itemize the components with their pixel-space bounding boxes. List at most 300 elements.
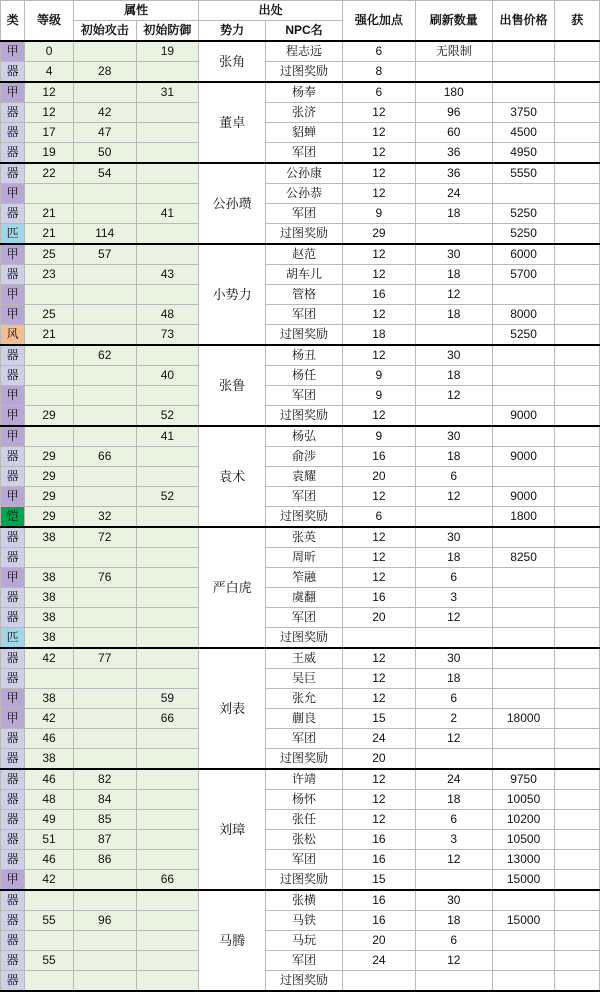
cell-refresh: 6: [415, 467, 492, 487]
cell-type: [1, 648, 25, 669]
cell-level: [25, 971, 74, 992]
cell-price: [492, 345, 555, 366]
cell-type: [1, 911, 25, 931]
table-row: [1, 82, 600, 103]
table-row: [1, 447, 600, 467]
cell-atk: [73, 669, 136, 689]
cell-gain: [555, 82, 600, 103]
cell-atk: 87: [73, 830, 136, 850]
cell-npc: 军团: [266, 729, 343, 749]
cell-level: 19: [25, 143, 74, 164]
type-chip: 甲: [1, 689, 24, 708]
cell-npc: 军团: [266, 608, 343, 628]
header-faction: 势力: [199, 21, 266, 42]
cell-price: [492, 82, 555, 103]
cell-atk: [73, 931, 136, 951]
cell-def: [136, 568, 199, 588]
cell-price: 9000: [492, 406, 555, 427]
table-row: [1, 588, 600, 608]
cell-atk: 84: [73, 790, 136, 810]
cell-level: 55: [25, 951, 74, 971]
table-row: [1, 345, 600, 366]
type-chip: 器: [1, 669, 24, 688]
cell-refresh: 18: [415, 548, 492, 568]
type-chip: 甲: [1, 245, 24, 264]
cell-type: [1, 850, 25, 870]
cell-buff: 9: [342, 426, 415, 447]
cell-level: 38: [25, 608, 74, 628]
cell-type: [1, 689, 25, 709]
cell-atk: [73, 285, 136, 305]
cell-npc: 张横: [266, 890, 343, 911]
cell-buff: [342, 971, 415, 992]
cell-faction: 刘璋: [199, 769, 266, 890]
cell-atk: [73, 709, 136, 729]
cell-level: 25: [25, 244, 74, 265]
cell-atk: [73, 608, 136, 628]
cell-level: [25, 285, 74, 305]
type-chip: 甲: [1, 427, 24, 446]
cell-def: 40: [136, 366, 199, 386]
cell-level: 42: [25, 648, 74, 669]
cell-npc: 过图奖励: [266, 628, 343, 649]
cell-price: [492, 184, 555, 204]
cell-npc: 程志远: [266, 41, 343, 62]
type-chip: 铠: [1, 507, 24, 526]
cell-gain: [555, 366, 600, 386]
cell-refresh: 96: [415, 103, 492, 123]
cell-gain: [555, 790, 600, 810]
cell-atk: [73, 82, 136, 103]
cell-level: 29: [25, 467, 74, 487]
cell-refresh: 30: [415, 244, 492, 265]
cell-price: 5550: [492, 163, 555, 184]
cell-npc: 张允: [266, 689, 343, 709]
table-row: [1, 406, 600, 427]
cell-gain: [555, 890, 600, 911]
cell-gain: [555, 41, 600, 62]
table-row: [1, 285, 600, 305]
cell-gain: [555, 305, 600, 325]
cell-def: 52: [136, 406, 199, 427]
cell-price: [492, 951, 555, 971]
cell-faction: 公孙瓒: [199, 163, 266, 244]
table-row: [1, 265, 600, 285]
cell-price: [492, 467, 555, 487]
cell-gain: [555, 850, 600, 870]
cell-gain: [555, 769, 600, 790]
table-row: [1, 931, 600, 951]
header-def: 初始防御: [136, 21, 199, 42]
cell-buff: 16: [342, 850, 415, 870]
cell-buff: 12: [342, 244, 415, 265]
table-row: [1, 709, 600, 729]
cell-npc: 王威: [266, 648, 343, 669]
cell-refresh: [415, 628, 492, 649]
table-row: [1, 224, 600, 245]
cell-level: 38: [25, 628, 74, 649]
cell-level: 22: [25, 163, 74, 184]
type-chip: 甲: [1, 487, 24, 506]
header-buff: 强化加点: [342, 1, 415, 42]
cell-type: [1, 588, 25, 608]
cell-buff: 12: [342, 810, 415, 830]
cell-npc: 过图奖励: [266, 406, 343, 427]
cell-npc: 过图奖励: [266, 971, 343, 992]
cell-npc: 许靖: [266, 769, 343, 790]
cell-atk: 50: [73, 143, 136, 164]
cell-npc: 过图奖励: [266, 224, 343, 245]
cell-def: [136, 608, 199, 628]
cell-gain: [555, 467, 600, 487]
cell-price: 1800: [492, 507, 555, 528]
cell-gain: [555, 184, 600, 204]
cell-type: [1, 265, 25, 285]
cell-level: 29: [25, 487, 74, 507]
cell-level: [25, 345, 74, 366]
cell-atk: [73, 184, 136, 204]
cell-buff: 12: [342, 406, 415, 427]
cell-refresh: [415, 971, 492, 992]
cell-npc: 军团: [266, 204, 343, 224]
cell-type: [1, 41, 25, 62]
cell-atk: [73, 588, 136, 608]
cell-def: [136, 951, 199, 971]
cell-price: 9750: [492, 769, 555, 790]
cell-def: [136, 123, 199, 143]
cell-gain: [555, 568, 600, 588]
cell-price: [492, 890, 555, 911]
cell-buff: 12: [342, 345, 415, 366]
cell-npc: 公孙康: [266, 163, 343, 184]
cell-type: [1, 769, 25, 790]
cell-atk: 57: [73, 244, 136, 265]
cell-refresh: [415, 224, 492, 245]
cell-price: [492, 62, 555, 83]
cell-refresh: 60: [415, 123, 492, 143]
cell-atk: 28: [73, 62, 136, 83]
cell-buff: 16: [342, 588, 415, 608]
header-type: 类: [1, 1, 25, 42]
cell-gain: [555, 689, 600, 709]
cell-buff: 9: [342, 204, 415, 224]
cell-price: 5700: [492, 265, 555, 285]
table-row: [1, 507, 600, 528]
table-row: [1, 204, 600, 224]
cell-refresh: [415, 507, 492, 528]
cell-refresh: 12: [415, 608, 492, 628]
cell-level: 29: [25, 406, 74, 427]
cell-refresh: 18: [415, 911, 492, 931]
table-header-row-1: [1, 1, 600, 21]
cell-gain: [555, 507, 600, 528]
header-price: 出售价格: [492, 1, 555, 42]
cell-type: [1, 244, 25, 265]
cell-buff: 8: [342, 62, 415, 83]
type-chip: 器: [1, 103, 24, 122]
cell-price: 6000: [492, 244, 555, 265]
cell-buff: 24: [342, 951, 415, 971]
cell-def: 41: [136, 426, 199, 447]
cell-type: [1, 548, 25, 568]
type-chip: 器: [1, 911, 24, 930]
cell-level: 17: [25, 123, 74, 143]
cell-type: [1, 568, 25, 588]
cell-npc: 吴巨: [266, 669, 343, 689]
cell-npc: 袁耀: [266, 467, 343, 487]
type-chip: 器: [1, 548, 24, 567]
cell-npc: 杨弘: [266, 426, 343, 447]
cell-gain: [555, 729, 600, 749]
type-chip: 器: [1, 850, 24, 869]
cell-def: [136, 628, 199, 649]
cell-npc: 军团: [266, 951, 343, 971]
cell-def: 41: [136, 204, 199, 224]
cell-def: 31: [136, 82, 199, 103]
cell-buff: 20: [342, 931, 415, 951]
cell-gain: [555, 406, 600, 427]
cell-gain: [555, 931, 600, 951]
table-row: [1, 548, 600, 568]
cell-npc: 马铁: [266, 911, 343, 931]
cell-price: [492, 669, 555, 689]
cell-gain: [555, 447, 600, 467]
cell-atk: [73, 366, 136, 386]
cell-level: 21: [25, 204, 74, 224]
cell-buff: 12: [342, 305, 415, 325]
cell-refresh: 18: [415, 305, 492, 325]
type-chip: 器: [1, 810, 24, 829]
cell-type: [1, 386, 25, 406]
cell-buff: 9: [342, 386, 415, 406]
cell-refresh: 30: [415, 426, 492, 447]
table-row: [1, 608, 600, 628]
cell-faction: 董卓: [199, 82, 266, 163]
cell-def: [136, 507, 199, 528]
cell-gain: [555, 345, 600, 366]
cell-refresh: 30: [415, 345, 492, 366]
type-chip: 甲: [1, 285, 24, 304]
cell-level: 21: [25, 224, 74, 245]
cell-npc: 杨任: [266, 366, 343, 386]
cell-type: [1, 709, 25, 729]
cell-buff: 18: [342, 325, 415, 346]
cell-atk: [73, 325, 136, 346]
cell-type: [1, 669, 25, 689]
cell-npc: 俞涉: [266, 447, 343, 467]
cell-refresh: 12: [415, 487, 492, 507]
table-row: [1, 305, 600, 325]
cell-def: [136, 971, 199, 992]
cell-buff: 12: [342, 184, 415, 204]
cell-def: [136, 648, 199, 669]
cell-npc: 赵范: [266, 244, 343, 265]
cell-buff: 12: [342, 265, 415, 285]
cell-gain: [555, 163, 600, 184]
cell-level: 38: [25, 588, 74, 608]
cell-atk: 32: [73, 507, 136, 528]
cell-price: [492, 588, 555, 608]
cell-def: [136, 548, 199, 568]
header-source-group: 出处: [199, 1, 343, 21]
table-row: [1, 568, 600, 588]
cell-type: [1, 285, 25, 305]
type-chip: 甲: [1, 709, 24, 728]
cell-def: [136, 386, 199, 406]
type-chip: 甲: [1, 568, 24, 587]
cell-price: 10050: [492, 790, 555, 810]
cell-refresh: [415, 870, 492, 891]
cell-price: 13000: [492, 850, 555, 870]
table-row: [1, 184, 600, 204]
cell-level: 48: [25, 790, 74, 810]
cell-gain: [555, 669, 600, 689]
cell-atk: [73, 467, 136, 487]
cell-def: [136, 224, 199, 245]
cell-level: 46: [25, 729, 74, 749]
cell-price: [492, 527, 555, 548]
cell-buff: 24: [342, 729, 415, 749]
cell-atk: [73, 729, 136, 749]
cell-buff: 12: [342, 689, 415, 709]
cell-gain: [555, 386, 600, 406]
cell-type: [1, 103, 25, 123]
cell-type: [1, 163, 25, 184]
cell-gain: [555, 103, 600, 123]
cell-price: [492, 386, 555, 406]
cell-refresh: 24: [415, 184, 492, 204]
table-row: [1, 729, 600, 749]
cell-npc: 笮融: [266, 568, 343, 588]
cell-price: 5250: [492, 204, 555, 224]
cell-atk: 72: [73, 527, 136, 548]
type-chip: 风: [1, 325, 24, 344]
cell-faction: 小势力: [199, 244, 266, 345]
table-row: [1, 850, 600, 870]
table-row: [1, 810, 600, 830]
cell-buff: 20: [342, 467, 415, 487]
cell-gain: [555, 810, 600, 830]
table-row: [1, 628, 600, 649]
cell-gain: [555, 204, 600, 224]
cell-type: [1, 143, 25, 164]
cell-npc: 过图奖励: [266, 62, 343, 83]
type-chip: 器: [1, 467, 24, 486]
cell-def: [136, 184, 199, 204]
cell-def: [136, 890, 199, 911]
cell-refresh: [415, 749, 492, 770]
cell-type: [1, 305, 25, 325]
cell-atk: [73, 971, 136, 992]
cell-price: 3750: [492, 103, 555, 123]
table-row: [1, 870, 600, 891]
cell-gain: [555, 971, 600, 992]
cell-level: 42: [25, 870, 74, 891]
type-chip: 器: [1, 588, 24, 607]
cell-npc: 杨奉: [266, 82, 343, 103]
cell-type: [1, 184, 25, 204]
cell-refresh: 无限制: [415, 41, 492, 62]
cell-def: [136, 447, 199, 467]
cell-type: [1, 467, 25, 487]
cell-refresh: [415, 62, 492, 83]
cell-atk: 76: [73, 568, 136, 588]
table-row: [1, 143, 600, 164]
cell-atk: [73, 628, 136, 649]
type-chip: 甲: [1, 406, 24, 425]
cell-price: 4950: [492, 143, 555, 164]
cell-price: 5250: [492, 325, 555, 346]
cell-gain: [555, 265, 600, 285]
cell-buff: [342, 628, 415, 649]
cell-npc: 军团: [266, 386, 343, 406]
cell-npc: 军团: [266, 143, 343, 164]
cell-npc: 虞翻: [266, 588, 343, 608]
cell-type: [1, 729, 25, 749]
cell-npc: 过图奖励: [266, 507, 343, 528]
cell-atk: 47: [73, 123, 136, 143]
cell-def: [136, 810, 199, 830]
table-row: [1, 669, 600, 689]
cell-refresh: 18: [415, 790, 492, 810]
cell-gain: [555, 628, 600, 649]
cell-refresh: 36: [415, 163, 492, 184]
type-chip: 器: [1, 608, 24, 627]
cell-level: 21: [25, 325, 74, 346]
table-row: [1, 244, 600, 265]
type-chip: 甲: [1, 870, 24, 889]
cell-def: [136, 103, 199, 123]
cell-def: [136, 830, 199, 850]
header-refresh: 刷新数量: [415, 1, 492, 42]
table-row: [1, 890, 600, 911]
cell-atk: [73, 689, 136, 709]
cell-npc: 过图奖励: [266, 325, 343, 346]
cell-atk: 82: [73, 769, 136, 790]
cell-npc: 胡车儿: [266, 265, 343, 285]
cell-price: [492, 41, 555, 62]
type-chip: 器: [1, 729, 24, 748]
cell-gain: [555, 951, 600, 971]
cell-type: [1, 951, 25, 971]
cell-type: [1, 325, 25, 346]
cell-gain: [555, 143, 600, 164]
cell-refresh: 12: [415, 386, 492, 406]
cell-price: [492, 931, 555, 951]
cell-refresh: 6: [415, 568, 492, 588]
cell-buff: 20: [342, 608, 415, 628]
cell-refresh: 30: [415, 648, 492, 669]
cell-refresh: 12: [415, 951, 492, 971]
type-chip: 甲: [1, 305, 24, 324]
cell-type: [1, 749, 25, 770]
cell-level: [25, 890, 74, 911]
cell-refresh: 180: [415, 82, 492, 103]
cell-gain: [555, 224, 600, 245]
cell-def: 52: [136, 487, 199, 507]
cell-npc: 管格: [266, 285, 343, 305]
header-level: 等级: [25, 1, 74, 42]
cell-gain: [555, 285, 600, 305]
table-row: [1, 951, 600, 971]
cell-faction: 张角: [199, 41, 266, 82]
cell-buff: 16: [342, 447, 415, 467]
table-row: [1, 163, 600, 184]
cell-refresh: 6: [415, 689, 492, 709]
cell-price: 9000: [492, 487, 555, 507]
table-row: [1, 386, 600, 406]
type-chip: 器: [1, 204, 24, 223]
